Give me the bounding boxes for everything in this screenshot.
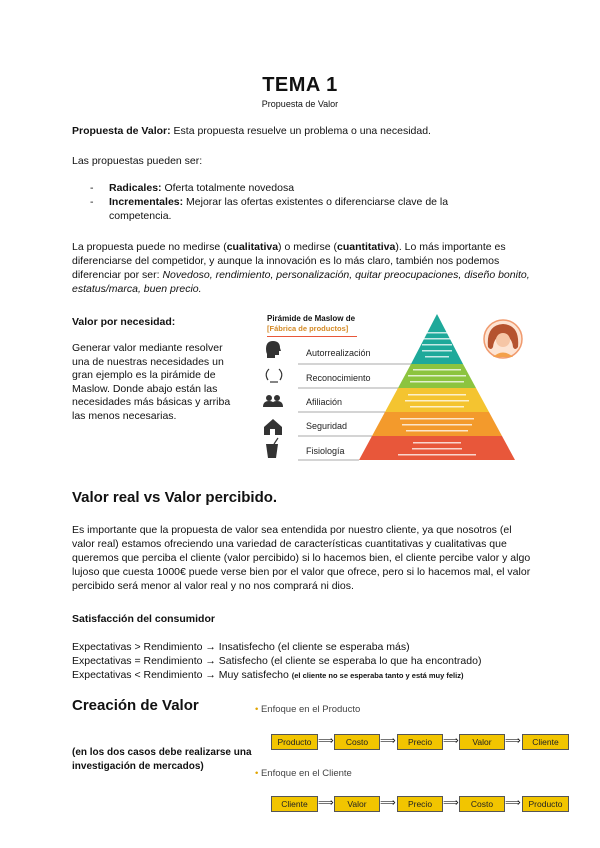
pyramid-label-autorrealizacion: Autorrealización	[306, 348, 371, 358]
differentiation-paragraph	[72, 240, 532, 296]
flow-step: Producto	[271, 734, 318, 750]
flow-step: Producto	[522, 796, 569, 812]
people-icon	[263, 395, 283, 407]
head-icon	[266, 341, 281, 358]
arrow-right-icon: ⟹	[380, 797, 396, 809]
arrow-right-icon: ⟹	[505, 797, 521, 809]
need-text: Generar valor mediante resolver una de nuestras necesidades un gran ejemplo es la pirámide de Maslow. Donde abajo están las necesidades más básicas y arriba las menos necesarias.	[72, 342, 231, 422]
flow-step: Costo	[459, 796, 505, 812]
arrow-right-icon: ⟹	[318, 797, 334, 809]
satisfaction-list	[72, 640, 542, 683]
level-icons	[263, 341, 283, 458]
satisfaction-text: Expectativas > Rendimiento → Insatisfecho (el cliente se esperaba más)	[72, 641, 410, 653]
laurel-icon	[266, 369, 282, 382]
type-label: Incrementales:	[109, 196, 184, 208]
creation-heading: Creación de Valor	[72, 697, 199, 714]
flow-step: Cliente	[271, 796, 318, 812]
flow-step: Precio	[397, 734, 443, 750]
list-item	[90, 181, 490, 195]
arrow-right-icon: ⟹	[443, 735, 459, 747]
bullet-icon: •	[255, 768, 259, 779]
layer-text-line	[410, 406, 464, 408]
arrow-right-icon: ⟹	[318, 735, 334, 747]
page-title: TEMA 1	[262, 74, 338, 96]
layer-text-line	[412, 448, 462, 450]
layer-text-line	[422, 350, 452, 352]
satisfaction-line	[72, 654, 542, 668]
flow-step: Costo	[334, 734, 380, 750]
layer-text-line	[408, 375, 466, 377]
arrow-right-icon: ⟹	[380, 735, 396, 747]
layer-text-line	[406, 430, 468, 432]
arrow-right-icon: ⟹	[443, 797, 459, 809]
type-text: Oferta totalmente novedosa	[161, 182, 295, 194]
flow-step: Valor	[459, 734, 505, 750]
satisfaction-line	[72, 668, 542, 683]
bullet-icon: •	[255, 704, 259, 715]
bold-run: cualitativa	[226, 241, 279, 253]
layer-text-line	[400, 418, 474, 420]
layer-text-line	[426, 332, 448, 334]
pyramid-label-fisiologia: Fisiología	[306, 446, 345, 456]
pyramid-label-afiliacion: Afiliación	[306, 397, 343, 407]
text-run: ). Lo más importante es diferenciarse del competidor, y aunque la innovación es lo más claro, también nos podemos diferenciar por ser:	[72, 241, 506, 281]
real-vs-text: Es importante que la propuesta de valor sea entendida por nuestro cliente, ya que nosotros (el valor real) estamos ofreciendo una variedad de características cuantitativas y cualitativas que queremos que perciba el cliente (valor percibido) si lo hacemos bien, el cliente percibe valor y algo lujoso que cuesta 1000€ puede verse bien por el valor que ofrece, pero si lo hacemos mal, el valor percibido será menor al valor real y no nos comprará ni dios.	[72, 524, 531, 592]
bold-run: cuantitativa	[336, 241, 396, 253]
layer-text-line	[408, 394, 466, 396]
layer-text-line	[405, 400, 469, 402]
text-run: ) o medirse (	[278, 241, 337, 253]
flow-label-text: Enfoque en el Cliente	[260, 768, 352, 779]
pyramid-label-reconocimiento: Reconocimiento	[306, 373, 371, 383]
flow-label-product	[255, 704, 360, 715]
figure-title: Pirámide de Maslow de	[267, 314, 356, 323]
satisfaction-heading: Satisfacción del consumidor	[72, 613, 215, 625]
layer-text-line	[425, 356, 449, 358]
layer-text-line	[398, 454, 476, 456]
page-subtitle: Propuesta de Valor	[261, 99, 339, 109]
flow-label-text: Enfoque en el Producto	[260, 704, 361, 715]
drink-icon	[266, 438, 278, 458]
layer-text-line	[423, 338, 451, 340]
intro-label: Propuesta de Valor:	[72, 125, 171, 137]
avatar	[484, 320, 522, 358]
layer-text-line	[413, 369, 461, 371]
creation-note: (en los dos casos debe realizarse una investigación de mercados)	[72, 747, 252, 772]
pyramid-svg	[250, 312, 530, 472]
satisfaction-text: Expectativas = Rendimiento → Satisfecho (el cliente se esperaba lo que ha encontrado)	[72, 655, 482, 667]
layer-text-line	[413, 442, 461, 444]
type-text: Mejorar las ofertas existentes o diferenciarse clave de la competencia.	[109, 196, 449, 222]
text-run: La propuesta puede no medirse (	[72, 241, 227, 253]
intro-text: Esta propuesta resuelve un problema o una necesidad.	[170, 125, 431, 137]
house-icon	[264, 419, 282, 435]
flow-step: Valor	[334, 796, 380, 812]
satisfaction-text: Expectativas < Rendimiento → Muy satisfecho	[72, 669, 292, 681]
layer-text-line	[402, 424, 472, 426]
flow-step: Cliente	[522, 734, 569, 750]
real-vs-heading: Valor real vs Valor percibido.	[72, 489, 278, 506]
figure-subtitle: [Fábrica de productos]	[267, 324, 349, 333]
type-label: Radicales:	[109, 182, 162, 194]
layer-text-line	[410, 381, 464, 383]
italic-run: Novedoso, rendimiento, personalización, quitar preocupaciones, diseño bonito, estatus/marca, buen precio.	[72, 269, 530, 295]
flow-step: Precio	[397, 796, 443, 812]
satisfaction-line	[72, 640, 542, 654]
list-item	[90, 195, 490, 223]
layer-text-line	[422, 344, 452, 346]
types-list	[90, 181, 490, 223]
maslow-figure	[250, 312, 530, 472]
intro-paragraph	[72, 124, 532, 138]
satisfaction-note: (el cliente no se esperaba tanto y está muy feliz)	[291, 671, 464, 680]
arrow-right-icon: ⟹	[505, 735, 521, 747]
pyramid-label-seguridad: Seguridad	[306, 421, 348, 431]
need-heading: Valor por necesidad:	[72, 316, 176, 328]
types-intro: Las propuestas pueden ser:	[72, 155, 203, 167]
flow-label-client	[255, 768, 352, 779]
